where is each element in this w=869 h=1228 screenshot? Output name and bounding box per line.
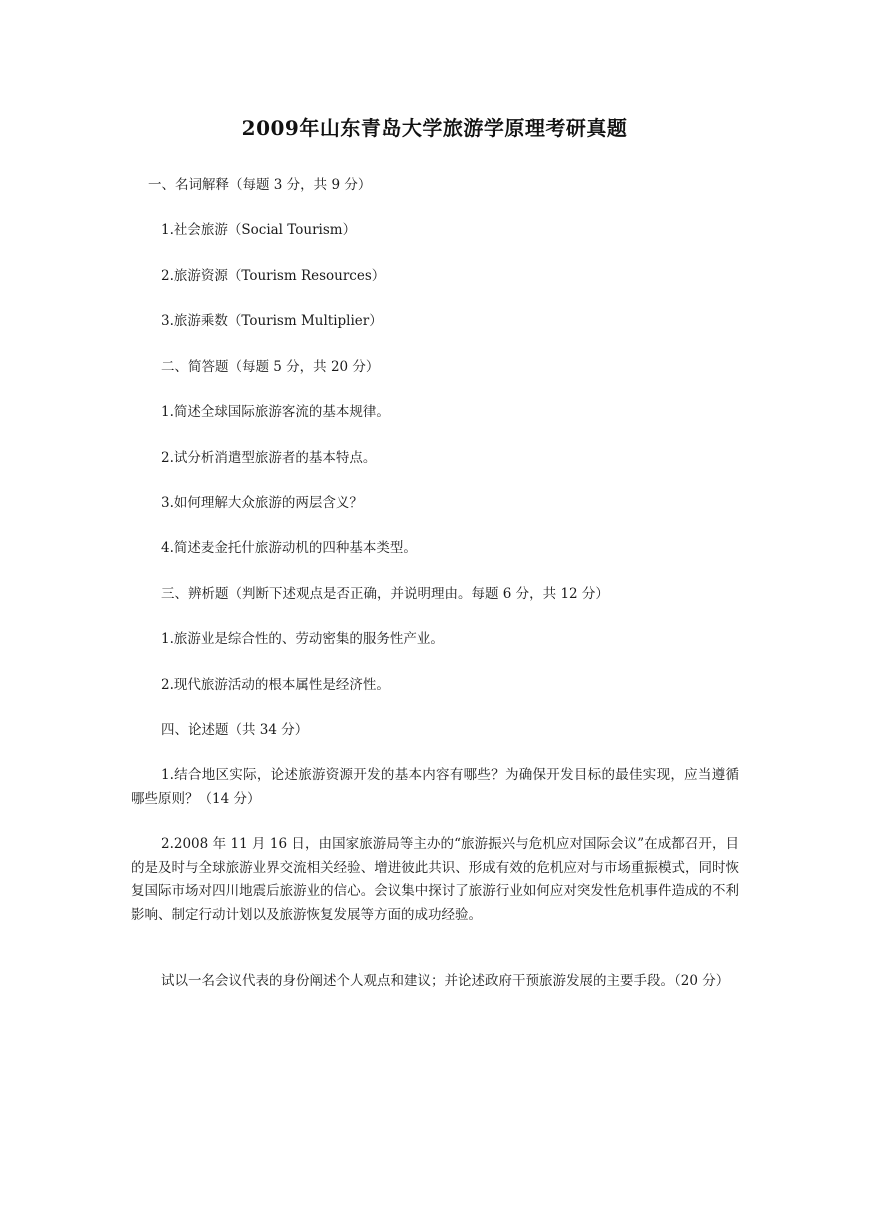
question-item: 2.现代旅游活动的根本属性是经济性。 [161,677,390,693]
question-item: 1.旅游业是综合性的、劳动密集的服务性产业。 [161,631,444,647]
essay-question-1-text: 1.结合地区实际，论述旅游资源开发的基本内容有哪些？为确保开发目标的最佳实现，应当遵循哪些原则？（14 分） [131,767,739,807]
question-item: 1.社会旅游（Social Tourism） [161,222,357,238]
essay-question-2-text: 2.2008 年 11 月 16 日，由国家旅游局等主办的“旅游振兴与危机应对国际会议”在成都召开，目的是及时与全球旅游业界交流相关经验、增进彼此共识、形成有效的危机应对与市场重振模式，同时恢复国际市场对四川地震后旅游业的信心。会议集中探讨了旅游行业如何应对突发性危机事件造成的不利影响、制定行动计划以及旅游恢复发展等方面的成功经验。 [131,836,739,923]
question-item: 2.试分析消遣型旅游者的基本特点。 [161,450,377,466]
section-heading-4: 四、论述题（共 34 分） [161,722,309,738]
section-heading-1: 一、名词解释（每题 3 分，共 9 分） [148,177,372,193]
question-item: 2.旅游资源（Tourism Resources） [161,268,386,284]
question-item: 3.如何理解大众旅游的两层含义？ [161,495,363,511]
essay-question-2 [131,833,739,927]
essay-question-2-task [131,970,739,994]
document-title: 2009年山东青岛大学旅游学原理考研真题 [241,116,628,140]
essay-question-1 [131,764,739,811]
question-item: 4.简述麦金托什旅游动机的四种基本类型。 [161,540,417,556]
question-item: 1.简述全球国际旅游客流的基本规律。 [161,404,390,420]
section-heading-2: 二、简答题（每题 5 分，共 20 分） [161,359,380,375]
section-heading-3: 三、辨析题（判断下述观点是否正确，并说明理由。每题 6 分，共 12 分） [161,586,609,602]
question-item: 3.旅游乘数（Tourism Multiplier） [161,313,383,329]
essay-question-2-task-text: 试以一名会议代表的身份阐述个人观点和建议；并论述政府干预旅游发展的主要手段。（20 分） [161,973,730,989]
